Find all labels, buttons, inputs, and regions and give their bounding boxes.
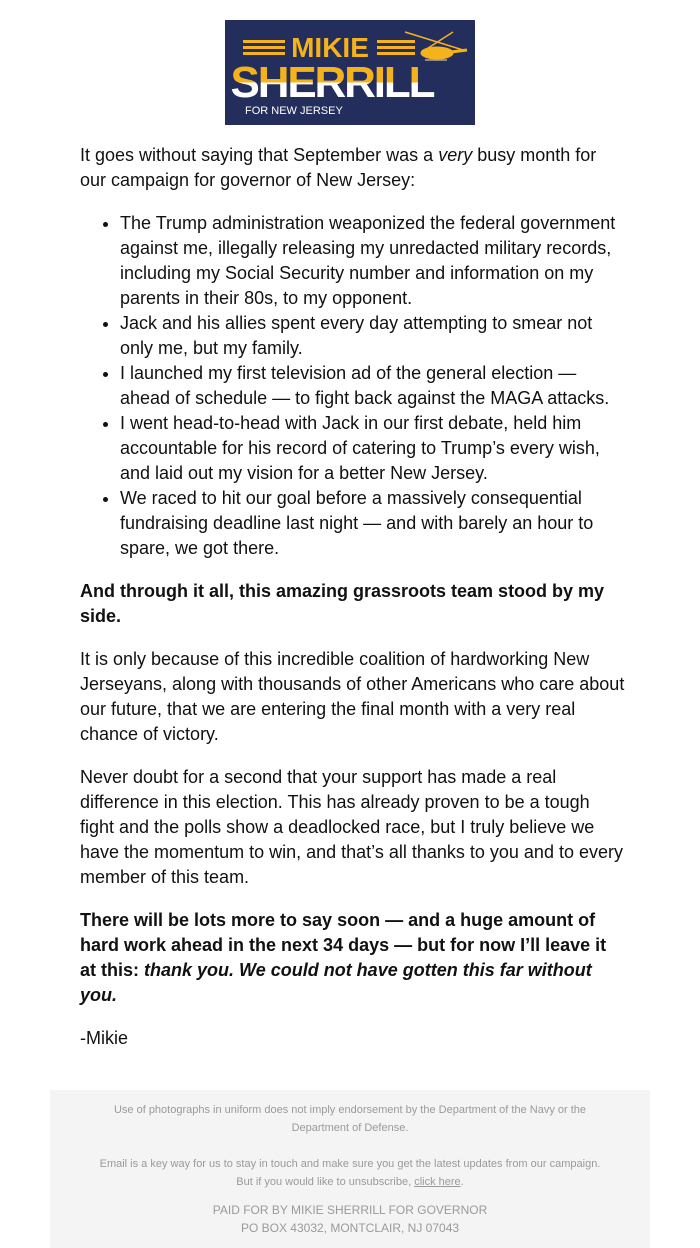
svg-text:FOR NEW JERSEY: FOR NEW JERSEY bbox=[245, 105, 343, 117]
paragraph: Never doubt for a second that your support has made a real difference in this election. This has already proven to be a tough fight and the polls show a deadlocked race, but I truly believe we have the momentum to win, and that’s all thanks to you and to every member of this team. bbox=[80, 767, 623, 887]
email-note: Email is a key way for us to stay in touch and make sure you get the latest updates from our campaign. But if you would like to unsubscribe, click here. bbox=[99, 1158, 601, 1188]
signature: -Mikie bbox=[80, 1028, 128, 1048]
disclaimer: Use of photographs in uniform does not imply endorsement by the Department of the Navy or the Department of Defense. bbox=[113, 1104, 587, 1134]
bold-paragraph: And through it all, this amazing grassroots team stood by my side. bbox=[80, 581, 605, 626]
closing-paragraph: There will be lots more to say soon — and a huge amount of hard work ahead in the next 34 days — but for now I’ll leave it at this: thank you. We could not have gotten this far without you. bbox=[80, 910, 607, 1005]
events-list bbox=[80, 211, 625, 561]
list-item: • I launched my first television ad of the general election — ahead of schedule — to fight back against the MAGA attacks. bbox=[120, 361, 625, 411]
list-item: • I went head-to-head with Jack in our first debate, held him accountable for his record of catering to Trump’s every wish, and laid out my vision for a better New Jersey. bbox=[120, 411, 625, 486]
email-body bbox=[80, 143, 625, 1069]
list-item: • We raced to hit our goal before a massively consequential fundraising deadline last night — and with barely an hour to spare, we got there. bbox=[120, 486, 625, 561]
intro-paragraph: It goes without saying that September was a very busy month for our campaign for governor of New Jersey: bbox=[80, 145, 597, 190]
paid-for-disclaimer: PAID FOR BY MIKIE SHERRILL FOR GOVERNOR PO BOX 43032, MONTCLAIR, NJ 07043 bbox=[212, 1203, 488, 1235]
campaign-logo bbox=[225, 20, 475, 125]
list-item: • The Trump administration weaponized the federal government against me, illegally releasing my unredacted military records, including my Social Security number and information on my parents in their 80s, to my opponent. bbox=[120, 211, 625, 311]
unsubscribe-link[interactable]: click here bbox=[414, 1176, 461, 1188]
paragraph: It is only because of this incredible coalition of hardworking New Jerseyans, along with thousands of other Americans who care about our future, that we are entering the final month with a very real chance of victory. bbox=[80, 649, 625, 744]
list-item: • Jack and his allies spent every day attempting to smear not only me, but my family. bbox=[120, 311, 625, 361]
svg-text:SHERRILL: SHERRILL bbox=[230, 58, 436, 107]
footer bbox=[50, 1090, 650, 1248]
svg-text:MIKIE: MIKIE bbox=[291, 32, 369, 63]
